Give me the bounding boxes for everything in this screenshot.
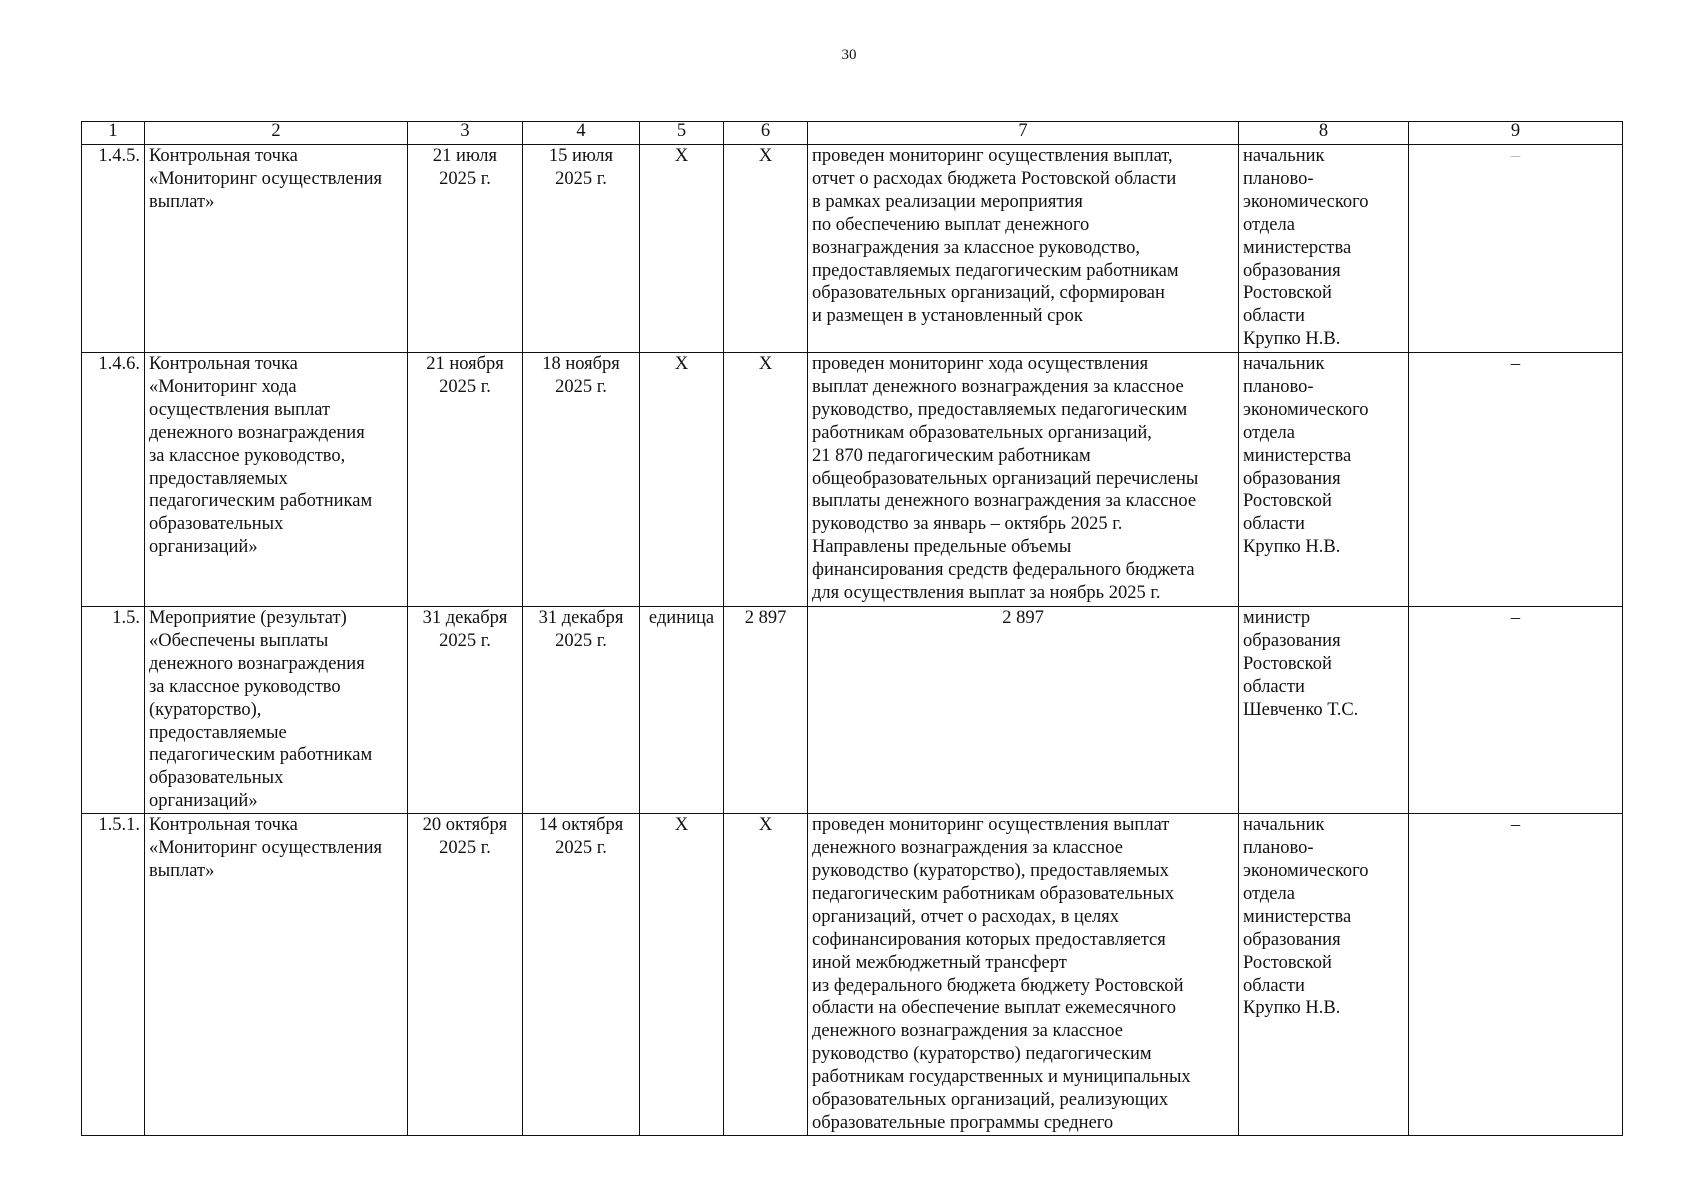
table-row xyxy=(82,353,1623,607)
page-number: 30 xyxy=(841,47,857,63)
header-cell: 8 xyxy=(1239,122,1409,145)
unit-cell: единица xyxy=(640,607,724,814)
header-row xyxy=(82,122,1623,145)
row-number-cell: 1.5. xyxy=(82,607,145,814)
event-name-cell: Контрольная точка «Мониторинг осуществления выплат» xyxy=(145,814,408,1136)
unit-cell: X xyxy=(640,145,724,353)
value-cell: 2 897 xyxy=(724,607,808,814)
result-cell: 2 897 xyxy=(808,607,1239,814)
unit-cell: X xyxy=(640,814,724,1136)
table-row xyxy=(82,607,1623,814)
value-cell: X xyxy=(724,353,808,607)
plan-date-cell: 20 октября 2025 г. xyxy=(408,814,523,1136)
header-cell: 4 xyxy=(523,122,640,145)
plan-date-cell: 31 декабря 2025 г. xyxy=(408,607,523,814)
header-cell: 3 xyxy=(408,122,523,145)
report-table xyxy=(81,121,1623,1136)
row-number-cell: 1.4.5. xyxy=(82,145,145,353)
value-cell: X xyxy=(724,814,808,1136)
note-cell: – xyxy=(1409,607,1623,814)
result-cell: проведен мониторинг осуществления выплат денежного вознаграждения за классное руководство (кураторство), предоставляемых педагогическим работникам образовательных организаций, отчет о расходах, в целях софинансирования которых предоставляется иной межбюджетный трансферт из федерального бюджета бюджету Ростовской области на обеспечение выплат ежемесячного денежного вознаграждения за классное руководство (кураторство) педагогическим работникам государственных и муниципальных образовательных организаций, реализующих образовательные программы среднего xyxy=(808,814,1239,1136)
result-cell: проведен мониторинг осуществления выплат, отчет о расходах бюджета Ростовской области в рамках реализации мероприятия по обеспечению выплат денежного вознаграждения за классное руководство, предоставляемых педагогическим работникам образовательных организаций, сформирован и размещен в установленный срок xyxy=(808,145,1239,353)
note-cell: – xyxy=(1409,353,1623,607)
responsible-cell: начальник планово- экономического отдела министерства образования Ростовской области Крупко Н.В. xyxy=(1239,145,1409,353)
header-cell: 1 xyxy=(82,122,145,145)
header-cell: 7 xyxy=(808,122,1239,145)
note-cell: – xyxy=(1409,814,1623,1136)
result-cell: проведен мониторинг хода осуществления выплат денежного вознаграждения за классное руководство, предоставляемых педагогическим работникам образовательных организаций, 21 870 педагогическим работникам общеобразовательных организаций перечислены выплаты денежного вознаграждения за классное руководство за январь – октябрь 2025 г. Направлены предельные объемы финансирования средств федерального бюджета для осуществления выплат за ноябрь 2025 г. xyxy=(808,353,1239,607)
event-name-cell: Мероприятие (результат) «Обеспечены выплаты денежного вознаграждения за классное руководство (кураторство), предоставляемые педагогическим работникам образовательных организаций» xyxy=(145,607,408,814)
note-cell: – xyxy=(1409,145,1623,353)
table-row xyxy=(82,145,1623,353)
header-cell: 9 xyxy=(1409,122,1623,145)
plan-date-cell: 21 июля 2025 г. xyxy=(408,145,523,353)
value-cell: X xyxy=(724,145,808,353)
plan-date-cell: 21 ноября 2025 г. xyxy=(408,353,523,607)
row-number-cell: 1.5.1. xyxy=(82,814,145,1136)
event-name-cell: Контрольная точка «Мониторинг осуществления выплат» xyxy=(145,145,408,353)
event-name-cell: Контрольная точка «Мониторинг хода осуществления выплат денежного вознаграждения за классное руководство, предоставляемых педагогическим работникам образовательных организаций» xyxy=(145,353,408,607)
unit-cell: X xyxy=(640,353,724,607)
responsible-cell: начальник планово- экономического отдела министерства образования Ростовской области Крупко Н.В. xyxy=(1239,353,1409,607)
fact-date-cell: 14 октября 2025 г. xyxy=(523,814,640,1136)
table-row xyxy=(82,814,1623,1136)
fact-date-cell: 18 ноября 2025 г. xyxy=(523,353,640,607)
responsible-cell: начальник планово- экономического отдела министерства образования Ростовской области Крупко Н.В. xyxy=(1239,814,1409,1136)
header-cell: 2 xyxy=(145,122,408,145)
fact-date-cell: 31 декабря 2025 г. xyxy=(523,607,640,814)
header-cell: 6 xyxy=(724,122,808,145)
header-cell: 5 xyxy=(640,122,724,145)
fact-date-cell: 15 июля 2025 г. xyxy=(523,145,640,353)
responsible-cell: министр образования Ростовской области Шевченко Т.С. xyxy=(1239,607,1409,814)
row-number-cell: 1.4.6. xyxy=(82,353,145,607)
